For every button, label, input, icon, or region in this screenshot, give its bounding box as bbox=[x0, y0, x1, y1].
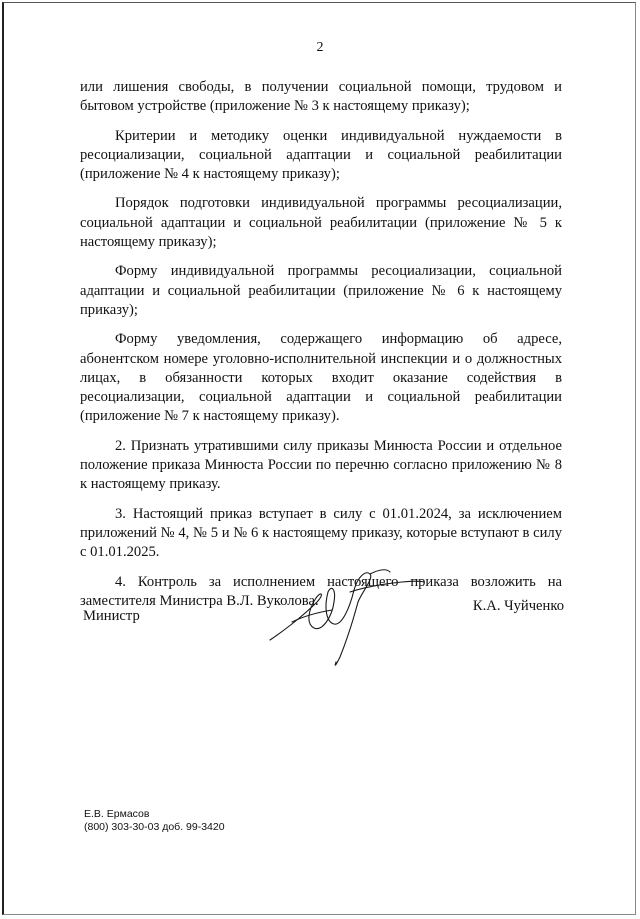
executor-info bbox=[84, 808, 225, 834]
paragraph-appendix-6: Форму индивидуальной программы ресоциализации, социальной адаптации и социальной реабилитации (приложение № 6 к настоящему приказу); bbox=[80, 263, 562, 318]
executor-name: Е.В. Ермасов bbox=[84, 808, 150, 820]
document-body bbox=[80, 78, 562, 621]
page-number: 2 bbox=[316, 40, 324, 55]
signatory-position: Министр bbox=[83, 608, 140, 624]
paragraph-appendix-5: Порядок подготовки индивидуальной программы ресоциализации, социальной адаптации и социальной реабилитации (приложение № 5 к настоящему приказу); bbox=[80, 195, 562, 251]
paragraph-item-2: 2. Признать утратившими силу приказы Минюста России и отдельное положение приказа Минюста России по перечню согласно приложению № 8 к настоящему приказу. bbox=[80, 437, 562, 493]
paragraph-continuation: или лишения свободы, в получении социальной помощи, трудовом и бытовом устройстве (приложение № 3 к настоящему приказу); bbox=[80, 79, 562, 115]
paragraph-item-4: 4. Контроль за исполнением настоящего приказа возложить на заместителя Министра В.Л. Вуколова. bbox=[80, 573, 562, 609]
paragraph-appendix-7: Форму уведомления, содержащего информацию об адресе, абонентском номере уголовно-исполнительной инспекции и о должностных лицах, в обязанности которых входит оказание содействия в ресоциализации, социальной адаптации и социальной реабилитации (приложение № 7 к настоящему приказу). bbox=[80, 331, 562, 425]
paragraph-appendix-4: Критерии и методику оценки индивидуальной нуждаемости в ресоциализации, социальной адаптации и социальной реабилитации (приложение № 4 к настоящему приказу); bbox=[80, 127, 562, 183]
executor-phone: (800) 303-30-03 доб. 99-3420 bbox=[84, 821, 225, 833]
handwritten-signature bbox=[262, 562, 432, 672]
signatory-name: К.А. Чуйченко bbox=[472, 598, 564, 614]
paragraph-item-3: 3. Настоящий приказ вступает в силу с 01.01.2024, за исключением приложений № 4, № 5 и № 6 к настоящему приказу, которые вступают в силу с 01.01.2025. bbox=[80, 505, 562, 561]
